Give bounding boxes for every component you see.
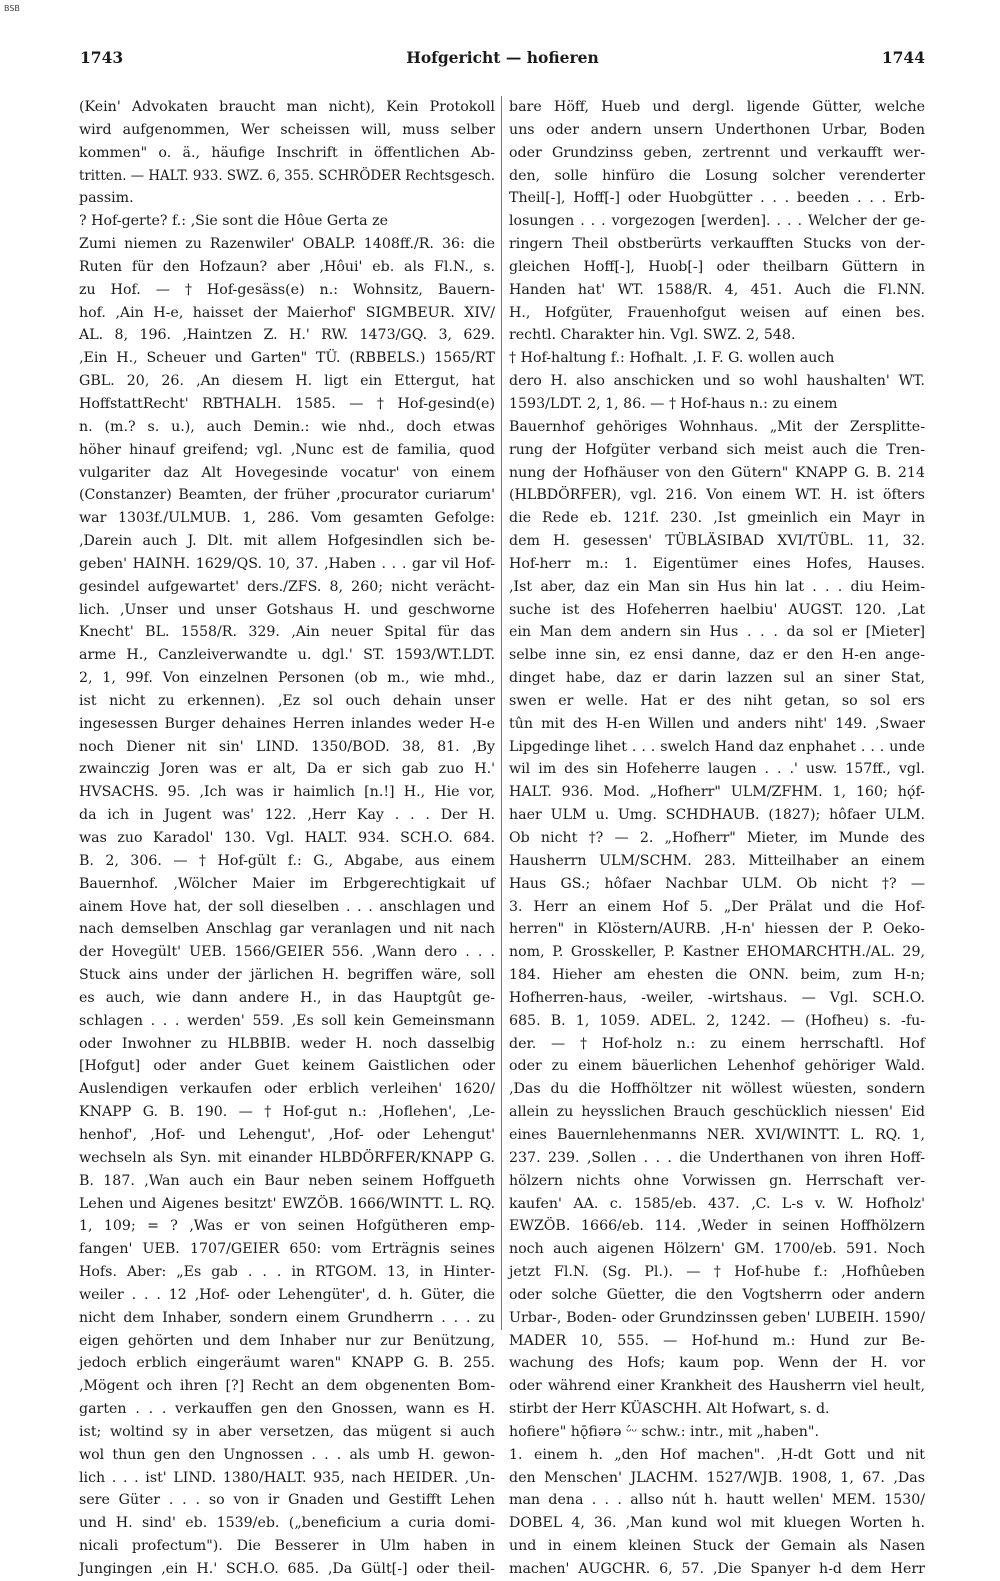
text-line: allein zu heysslichen Brauch geschücklich niessen' Eid xyxy=(509,1104,925,1121)
text-line: nung der Hofhäuser von den Gütern" KNAPP G. B. 214 xyxy=(509,464,925,481)
text-line: nicali profectum"). Die Besserer in Ulm haben in xyxy=(79,1538,496,1555)
text-line: Bauernhof. ‚Wölcher Maier im Erbgerechtigkait uf xyxy=(79,875,495,892)
text-line: henhof', ‚Hof- und Lehengut', ‚Hof- oder Lehengut' xyxy=(79,1126,496,1143)
text-line: selbe inne sin, ez ensi danne, daz er den H-en ange- xyxy=(509,647,925,664)
text-line: gleichen Hoff[-], Huob[-] oder theilbarn Güttern in xyxy=(509,258,926,275)
text-line: schlagen . . . werden' 559. ‚Es soll kein Gemeinsmann xyxy=(79,1012,495,1029)
text-line: Hofs. Aber: „Es gab . . . in RTGOM. 13, in Hinter- xyxy=(79,1264,496,1281)
text-line: wil im des sin Hofeherre laugen . . .' usw. 157ff., vgl. xyxy=(509,761,926,778)
text-line: H., Hofgüter, Frauenhofgut weisen auf einen bes. xyxy=(509,304,925,321)
text-line: B. 2, 306. — † Hof-gült f.: G., Abgabe, aus einem xyxy=(79,852,495,869)
text-line: dero H. also anschicken und so wohl haushalten' WT. xyxy=(509,373,925,390)
text-line: tûn mit des H-en Willen und anders niht' 149. ‚Swaer xyxy=(509,715,926,732)
text-line: HALT. 936. Mod. „Hofherr" ULM/ZFHM. 1, 160; hǫ́f- xyxy=(509,784,926,801)
text-line: ringern Theil obstberürts verkaufften Stucks von der- xyxy=(509,236,925,253)
text-line: Hofherren-haus, -weiler, -wirtshaus. — Vgl. SCH.O. xyxy=(509,989,925,1006)
text-line: 2, 1, 99f. Von einzelnen Personen (ob m., wie mhd., xyxy=(79,670,495,687)
text-line: war 1303f./ULMUB. 1, 286. Vom gesamten Gefolge: xyxy=(79,510,495,527)
text-line: der. — † Hof-holz n.: zu einem herrschaftl. Hof xyxy=(509,1035,925,1052)
text-line: Haus GS.; hôfaer Nachbar ULM. Ob nicht †? — xyxy=(509,875,926,892)
text-line: da ich in Jugent was' 122. ‚Herr Kay . . . Der H. xyxy=(79,807,495,824)
text-line: [Hofgut] oder ander Guet keinem Gaistlichen oder xyxy=(79,1058,496,1075)
text-line: uns oder andern unsern Underthonen Urbar, Boden xyxy=(509,121,925,138)
text-line: ? Hof-gerte? f.: ‚Sie sont die Hôue Gerta ze xyxy=(79,213,388,230)
text-line: wird aufgenommen, Wer scheissen will, muss selber xyxy=(79,121,495,138)
text-line: rung der Hofgüter verband sich meist auch die Tren- xyxy=(509,441,925,458)
text-line: jetzt Fl.N. (Sg. Pl.). — † Hof-hube f.: ‚Hofhûeben xyxy=(509,1264,926,1281)
text-line: DOBEL 4, 36. ‚Man kund wol mit kluegen Worten h. xyxy=(509,1515,925,1532)
text-line: weiler . . . 12 ‚Hof- oder Lehengüter', d. h. Güter, die xyxy=(79,1286,496,1303)
text-line: kommen" o. ä., häufige Inschrift in öffentlichen Ab- xyxy=(79,144,496,161)
text-line: nom, P. Grosskeller, P. Kastner EHOMARCHTH./AL. 29, xyxy=(509,944,925,961)
text-line: nicht dem Inhaber, sondern einem Grundherrn . . . zu xyxy=(79,1309,495,1326)
text-line: GBL. 20, 26. ‚An diesem H. ligt ein Ettergut, hat xyxy=(79,373,495,390)
text-line: ‚Ist aber, daz ein Man sin Hus hin lat . . . diu Heim- xyxy=(509,578,926,595)
text-line: ‚Mögent och ihren [?] Recht an dem obgenenten Bom- xyxy=(79,1378,495,1395)
text-line: nach demselben Anschlag gar veranlagen und nit nach xyxy=(79,921,495,938)
text-line: lich . . . ist' LIND. 1380/HALT. 935, nach HEIDER. ‚Un- xyxy=(79,1469,496,1486)
text-line: HoffstattRecht' RBTHALH. 1585. — † Hof-gesind(e) xyxy=(79,395,495,412)
text-line: herren" in Klöstern/AURB. ‚H-n' hiessen der P. Oeko- xyxy=(509,921,925,938)
text-line: (HLBDÖRFER), vgl. 216. Von einem WT. H. ist öfters xyxy=(509,487,925,504)
text-line: hölzern nichts ohne Vorwissen gn. Herrschaft ver- xyxy=(509,1172,926,1189)
text-line: stirbt der Herr KÜASCHH. Alt Hofwart, s. d. xyxy=(509,1401,830,1418)
text-line: ingesessen Burger dehaines Herren inlandes weder H-e xyxy=(79,715,495,732)
running-header xyxy=(80,48,925,70)
text-line: 237. 239. ‚Sollen . . . die Underthanen von ihren Hoff- xyxy=(509,1149,925,1166)
text-line: ist; woltind sy in aber versetzen, das mügent si auch xyxy=(79,1423,496,1440)
text-line: n. (m.? s. u.), auch Demin.: wie nhd., doch etwas xyxy=(79,418,495,435)
text-line: den Menschen' JLACHM. 1527/WJB. 1908, 1, 67. ‚Das xyxy=(509,1469,926,1486)
text-line: ‚Ein H., Scheuer und Garten" TÜ. (RBBELS.) 1565/RT xyxy=(79,350,495,367)
text-line: Urbar-, Boden- oder Grundzinssen geben' LUBEIH. 1590/ xyxy=(509,1309,925,1326)
text-line: Auslendigen verkaufen oder erblich verleihen' 1620/ xyxy=(79,1081,495,1098)
column-divider xyxy=(501,96,502,1330)
text-line: zu Hof. — † Hof-gesäss(e) n.: Wohnsitz, Bauern- xyxy=(79,281,495,298)
text-line: oder Grundzinss geben, zertrennt und verkaufft wer- xyxy=(509,144,925,161)
text-line: oder solche Güetter, die den Vogtsherrn oder andern xyxy=(509,1286,925,1303)
text-line: suche ist des Hofeherren haelbiu' AUGST. 120. ‚Lat xyxy=(509,601,926,618)
text-line: oder während einer Krankheit des Hausherrn viel heult, xyxy=(509,1378,925,1395)
text-line: Hausherrn ULM/SCHM. 283. Mitteilhaber an einem xyxy=(509,852,926,869)
text-line: (Kein' Advokaten braucht man nicht), Kein Protokoll xyxy=(79,99,495,115)
text-line: Theil[-], Hoff[-] oder Huobgütter . . . beeden . . . Erb- xyxy=(509,190,925,207)
text-line: Lehen und Aigenes besitzt' EWZÖB. 1666/WINTT. L. RQ. xyxy=(79,1195,496,1212)
text-line: 1593/LDT. 2, 1, 86. — † Hof-haus n.: zu einem xyxy=(509,395,838,412)
text-line: 184. Hieher am ehesten die ONN. beim, zum H-n; xyxy=(509,967,925,984)
text-line: hof. ‚Ain H-e, haisset der Maierhof' SIGMBEUR. XIV/ xyxy=(79,304,496,321)
text-line: Ob nicht †? — 2. „Hofherr" Mieter, im Munde des xyxy=(509,830,925,846)
text-line: geben' HAINH. 1629/QS. 10, 37. ‚Haben . . . gar vil Hof- xyxy=(79,555,496,572)
text-line: höher hinauf greifend; vgl. ‚Nunc est de familia, quod xyxy=(79,441,495,458)
text-line: jedoch erblich eingeräumt waren" KNAPP G. B. 255. xyxy=(79,1355,496,1372)
text-line: den, solle hinfüro die Losung solcher verenderter xyxy=(509,167,926,184)
text-line: dinget habe, daz er darin lazzen sul an siner Stat, xyxy=(509,670,925,687)
text-line: wachung des Hofs; kaum pop. Wenn der H. vor xyxy=(509,1355,926,1372)
text-line: losungen . . . vorgezogen [werden]. . . . Welcher der ge- xyxy=(509,213,925,230)
text-line: rechtl. Charakter hin. Vgl. SWZ. 2, 548. xyxy=(509,327,796,344)
text-line: Ruten für den Hofzaun? aber ‚Hôui' eb. als Fl.N., s. xyxy=(79,258,496,275)
page-number-left: 1743 xyxy=(80,48,124,67)
text-line: und in einem kleinen Stuck der Gemain als Nasen xyxy=(509,1538,926,1555)
text-line: B. 187. ‚Wan auch ein Baur neben seinem Hoffgueth xyxy=(79,1172,495,1189)
text-line: 685. B. 1, 1059. ADEL. 2, 1242. — (Hofheu) s. -fu- xyxy=(509,1012,925,1029)
text-line: noch auch aigenen Hölzern' GM. 1700/eb. 591. Noch xyxy=(509,1241,925,1258)
text-line: machen' AUGCHR. 6, 57. ‚Die Spanyer h-d dem Herr xyxy=(509,1561,925,1577)
text-line: eines Bauernlehenmanns NER. XVI/WINTT. L. RQ. 1, xyxy=(509,1126,925,1143)
text-line: oder Inwohner zu HLBBIB. weder H. noch dasselbig xyxy=(79,1035,496,1052)
text-line: wechseln als Syn. mit einander HLBDÖRFER/KNAPP G. xyxy=(79,1149,496,1166)
text-line: zwainczig Joren was er alt, Da er sich gab zuo H.' xyxy=(79,761,495,778)
text-line: † Hof-haltung f.: Hofhalt. ‚I. F. G. wollen auch xyxy=(509,350,835,367)
text-line: AL. 8, 196. ‚Haintzen Z. H.' RW. 1473/GQ. 3, 629. xyxy=(79,327,496,344)
text-line: fangen' UEB. 1707/GEIER 650: vom Erträgnis seines xyxy=(79,1241,495,1258)
text-line: was zuo Karadol' 130. Vgl. HALT. 934. SCH.O. 684. xyxy=(79,830,495,846)
text-line: bare Höff, Hueb und dergl. ligende Gütter, welche xyxy=(509,99,925,115)
text-line: wol thun gen den Ungnossen . . . als umb H. gewon- xyxy=(79,1446,495,1463)
text-line: haer ULM u. Umg. SCHDHAUB. (1827); hôfaer ULM. xyxy=(509,807,925,824)
text-line: MADER 10, 555. — Hof-hund m.: Hund zur Be- xyxy=(509,1332,925,1349)
text-line: kaufen' AA. c. 1585/eb. 437. ‚C. L-s v. W. Hofholz' xyxy=(509,1195,926,1212)
text-line: Jungingen ‚ein H.' SCH.O. 685. ‚Da Gült[-] oder theil- xyxy=(79,1561,495,1577)
text-line: ‚Das du die Hoffhöltzer nit wöllest wüesten, sondern xyxy=(509,1081,926,1098)
page-number-right: 1744 xyxy=(881,48,925,67)
text-line: arme H., Canzleiverwandte u. dgl.' ST. 1593/WT.LDT. xyxy=(79,647,496,664)
text-line: 1. einem h. „den Hof machen". ‚H-dt Gott und nit xyxy=(509,1446,925,1463)
text-line: lich. ‚Unser und unser Gotshaus H. und geschworne xyxy=(79,601,496,618)
library-stamp: BSB xyxy=(4,4,20,13)
text-line: HVSACHS. 95. ‚Ich was ir haimlich [n.!] H., Hie vor, xyxy=(79,784,495,801)
text-line: EWZÖB. 1666/eb. 114. ‚Weder in seinen Hoffhölzern xyxy=(509,1218,925,1235)
right-column xyxy=(509,96,926,1577)
text-line: hofiere" hǭfiərə ᵕ́ᵕ schw.: intr., mit „haben". xyxy=(509,1423,819,1440)
text-line: und H. sind' eb. 1539/eb. („beneficium a curia domi- xyxy=(79,1515,495,1532)
text-line: (Constanzer) Beamten, der früher ‚procurator curiarum' xyxy=(79,487,496,504)
text-line: KNAPP G. B. 190. — † Hof-gut n.: ‚Hoflehen', ‚Le- xyxy=(79,1104,496,1121)
text-line: man dena . . . allso nút h. hautt wellen' MEM. 1530/ xyxy=(509,1492,926,1509)
text-line: ainem Hove hat, der soll dieselben . . . anschlagen und xyxy=(79,898,495,915)
text-line: der Hovegült' UEB. 1566/GEIER 556. ‚Wann dero . . . xyxy=(79,944,496,961)
text-line: Zumi niemen zu Razenwiler' OBALP. 1408ff./R. 36: die xyxy=(79,236,495,253)
page-title: Hofgericht — hofieren xyxy=(406,48,599,67)
text-line: sere Güter . . . so von ir Gnaden und Gestifft Lehen xyxy=(79,1492,496,1509)
text-line: Stuck ains under der järlichen H. begriffen wäre, soll xyxy=(79,967,495,984)
text-line: Knecht' BL. 1558/R. 329. ‚Ain neuer Spital für das xyxy=(79,624,496,641)
text-line: swen er welle. Hat er des niht getan, so sol ers xyxy=(509,692,925,709)
text-line: Handen hat' WT. 1588/R. 4, 451. Auch die Fl.NN. xyxy=(509,281,925,298)
left-column xyxy=(79,96,496,1577)
text-line: eigen gehörten und dem Inhaber nur zur Benützung, xyxy=(79,1332,495,1349)
text-line: ein Man dem andern sin Hus . . . da sol er [Mieter] xyxy=(509,624,926,641)
text-line: die Rede eb. 121f. 230. ‚Ist gmeinlich ein Mayr in xyxy=(509,510,925,527)
text-line: ‚Darein auch J. Dlt. mit allem Hofgesindlen sich be- xyxy=(79,533,495,550)
text-line: 1, 109; = ? ‚Was er von seinen Hofgütheren emp- xyxy=(79,1218,495,1235)
text-line: es auch, wie dann andere H., in das Hauptgût ge- xyxy=(79,989,496,1006)
text-line: Hof-herr m.: 1. Eigentümer eines Hofes, Hauses. xyxy=(509,555,926,572)
text-line: gesindel aufgewartet' ders./ZFS. 8, 260; nicht verächt- xyxy=(79,578,495,595)
text-line: Bauernhof gehöriges Wohnhaus. „Mit der Zersplitte- xyxy=(509,418,926,435)
text-line: ist nicht zu erkennen). ‚Ez sol ouch dehain unser xyxy=(79,692,495,709)
text-line: 3. Herr an einem Hof 5. „Der Prälat und die Hof- xyxy=(509,898,925,915)
text-line: dem H. gesessen' TÜBLÄSIBAD XVI/TÜBL. 11, 32. xyxy=(509,533,926,550)
text-line: Lipgedinge lihet . . . swelch Hand daz enphahet . . . unde xyxy=(509,738,925,755)
text-line: oder zu einem bäuerlichen Lehenhof gehöriger Wald. xyxy=(509,1058,926,1075)
text-line: tritten. — HALT. 933. SWZ. 6, 355. SCHRÖDER Rechtsgesch. xyxy=(79,167,496,184)
text-line: vulgariter daz Alt Hovegesinde vocatur' von einem xyxy=(79,464,496,481)
text-line: passim. xyxy=(79,190,134,207)
text-line: noch Diener nit sin' LIND. 1350/BOD. 38, 81. ‚By xyxy=(79,738,495,755)
text-line: garten . . . verkauffen gen den Gnossen, wann es H. xyxy=(79,1401,495,1418)
